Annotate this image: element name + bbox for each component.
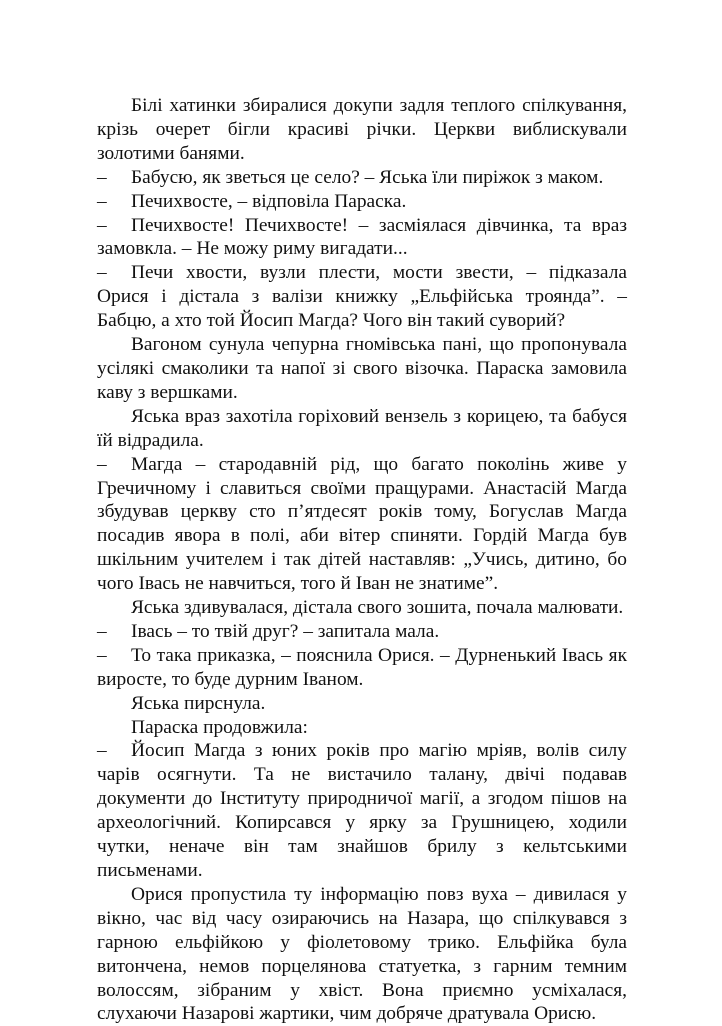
dialogue-line-6 xyxy=(97,620,627,644)
paragraph-1-text: Білі хатинки збиралися докупи задля теплого спілкування, крізь очерет бігли красиві річки. Церкви виблискували золотими банями. xyxy=(97,95,627,164)
dialogue-line-7-text: То така приказка, – пояснила Орися. – Дурненький Івась як виросте, то буде дурним Іваном. xyxy=(97,644,627,690)
paragraph-7-text: Орися пропустила ту інформацію повз вуха – дивилася у вікно, час від часу озираючись на Назара, що спілкувався з гарною ельфійкою у фіолетовому трико. Ельфійка була витончена, немов порцелянова статуетка, з гарним темним волоссям, зібраним у хвіст. Вона приємно усміхалася, слухаючи Назарові жартики, чим добряче дратувала Орисю. xyxy=(97,883,627,1025)
dialogue-line-5-text: Магда – стародавній рід, що багато поколінь живе у Гречичному і славиться своїми пращурами. Анастасій Магда збудував церкву сто п’ятдесят років тому, Богуслав Магда посадив явора в полі, аби вітер спиняти. Гордій Магда був шкільним учителем і так дітей наставляв: „Учись, дитино, бо чого Івась не навчиться, того й Іван не знатиме”. xyxy=(97,453,627,595)
paragraph-5-text: Яська пирснула. xyxy=(131,692,266,714)
dialogue-dash: – xyxy=(97,620,107,642)
paragraph-7 xyxy=(97,883,627,1026)
paragraph-1 xyxy=(97,94,627,166)
paragraph-6 xyxy=(97,716,627,740)
dialogue-line-2 xyxy=(97,190,627,214)
dialogue-dash: – xyxy=(97,262,107,284)
dialogue-dash: – xyxy=(97,190,107,212)
dialogue-line-3-text: Печихвосте! Печихвосте! – засміялася дівчинка, та враз замовкла. – Не можу риму вигадати... xyxy=(97,214,627,260)
dialogue-line-8-text: Йосип Магда з юних років про магію мріяв, волів силу чарів осягнути. Та не вистачило талану, двічі подавав документи до Інституту природничої магії, а згодом пішов на археологічний. Копирсався у ярку за Грушницею, ходили чутки, неначе він там знайшов брилу з кельтськими письменами. xyxy=(97,740,627,881)
paragraph-6-text: Параска продовжила: xyxy=(131,716,308,738)
paragraph-2 xyxy=(97,333,627,405)
dialogue-line-4 xyxy=(97,261,627,333)
dialogue-line-1 xyxy=(97,166,627,190)
paragraph-2-text: Вагоном сунула чепурна гномівська пані, що пропонувала усілякі смаколики та напої зі свого візочка. Параска замовила каву з вершками. xyxy=(97,334,627,403)
dialogue-line-2-text: Печихвосте, – відповіла Параска. xyxy=(131,190,407,212)
body-text xyxy=(97,94,627,1026)
dialogue-line-6-text: Івась – то твій друг? – запитала мала. xyxy=(131,620,440,642)
dialogue-line-7 xyxy=(97,644,627,692)
dialogue-line-5 xyxy=(97,453,627,596)
dialogue-line-1-text: Бабусю, як зветься це село? – Яська їли пиріжок з маком. xyxy=(131,166,604,188)
dialogue-dash: – xyxy=(97,214,107,236)
paragraph-4-text: Яська здивувалася, дістала свого зошита, почала малювати. xyxy=(131,597,624,619)
dialogue-line-4-text: Печи хвости, вузли плести, мости звести, – підказала Орися і дістала з валізи книжку „Ельфійська троянда”. – Бабцю, а хто той Йосип Магда? Чого він такий суворий? xyxy=(97,262,627,332)
dialogue-dash: – xyxy=(97,644,107,666)
dialogue-line-3 xyxy=(97,214,627,262)
paragraph-4 xyxy=(97,596,627,620)
dialogue-dash: – xyxy=(97,740,107,762)
dialogue-dash: – xyxy=(97,453,107,475)
dialogue-dash: – xyxy=(97,166,107,188)
paragraph-3 xyxy=(97,405,627,453)
dialogue-line-8 xyxy=(97,739,627,882)
paragraph-5 xyxy=(97,692,627,716)
paragraph-3-text: Яська враз захотіла горіховий вензель з корицею, та бабуся їй відрадила. xyxy=(97,405,627,451)
